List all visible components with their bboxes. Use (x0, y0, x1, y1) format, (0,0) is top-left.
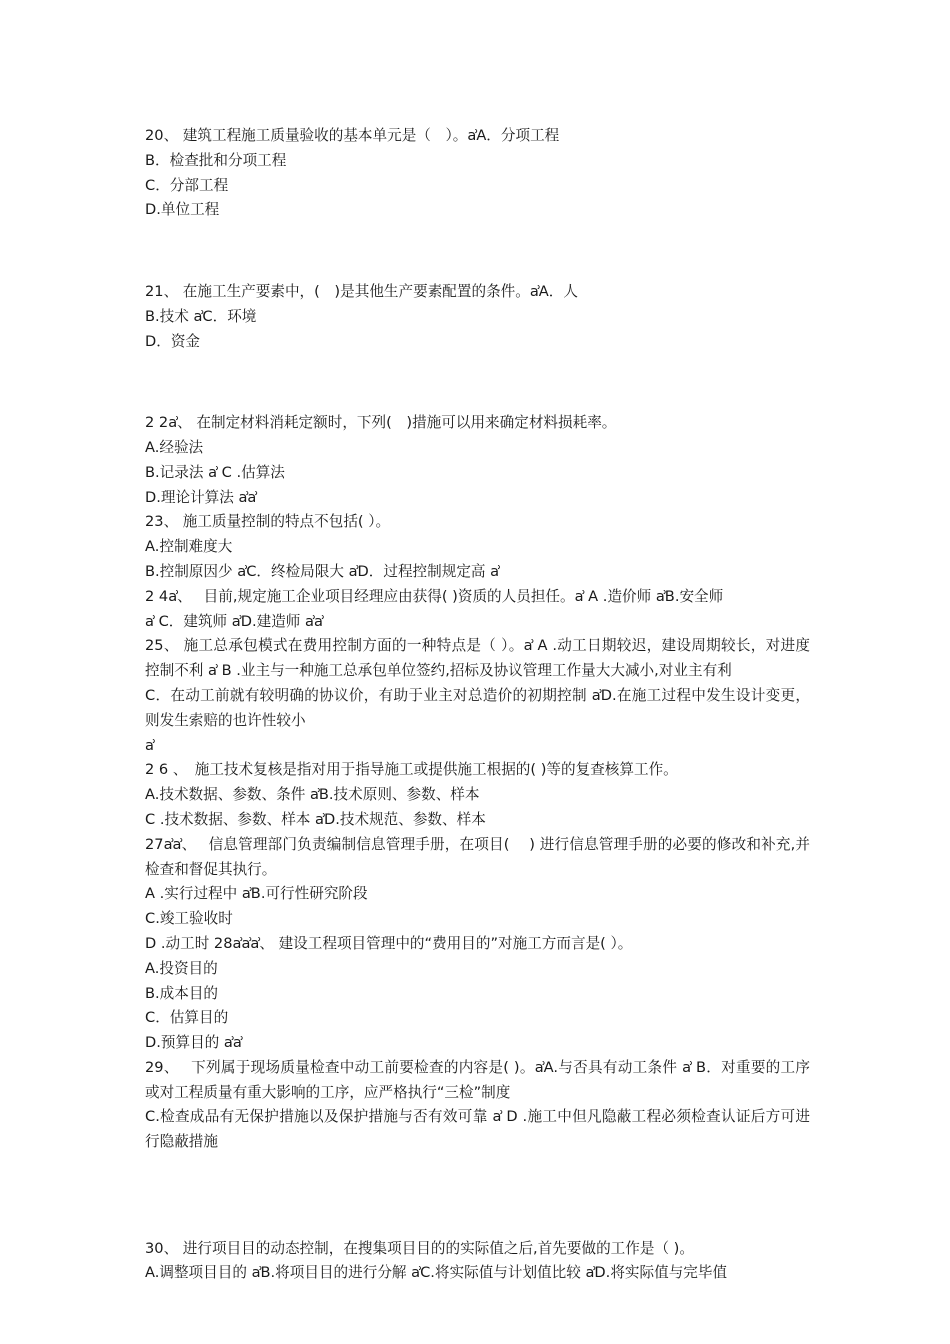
text-line: 2 4ẚ、 目前,规定施工企业项目经理应由获得( )资质的人员担任。ẚ A .造价师 ẚB.安全师 (145, 587, 724, 605)
text-line: D.理论计算法 ẚẚ (145, 488, 257, 506)
text-line: D.单位工程 (145, 201, 220, 219)
text-line: A.控制难度大 (145, 538, 233, 556)
text-line: C．在动工前就有较明确的协议价，有助于业主对总造价的初期控制 ẚD.在施工过程中发生设计变更，则发生索赔的也许性较小 (145, 686, 810, 729)
text-line: C．估算目的 (145, 1009, 229, 1027)
text-line: A.经验法 (145, 438, 204, 456)
blank-line (145, 1171, 810, 1221)
blank-line (145, 239, 810, 264)
text-line: A.技术数据、参数、条件 ẚB.技术原则、参数、样本 (145, 786, 480, 804)
blank-line (145, 370, 810, 395)
text-line: C.竣工验收时 (145, 910, 233, 928)
text-line: ẚ (145, 736, 154, 754)
text-line: 2 2ẚ、 在制定材料消耗定额时，下列( )措施可以用来确定材料损耗率。 (145, 414, 617, 432)
text-line: A.调整项目目的 ẚB.将项目目的进行分解 ẚC.将实际值与计划值比较 ẚD.将实际值与完毕值 (145, 1264, 728, 1282)
text-line: B．检查批和分项工程 (145, 151, 287, 169)
text-line: D.预算目的 ẚẚ (145, 1034, 242, 1052)
text-line: D．资金 (145, 332, 201, 350)
text-line: 20、 建筑工程施工质量验收的基本单元是（ ）。ẚA．分项工程 (145, 127, 560, 144)
text-line: B.控制原因少 ẚC．终检局限大 ẚD．过程控制规定高 ẚ (145, 562, 500, 580)
text-line: 25、 施工总承包模式在费用控制方面的一种特点是（ ）。ẚ A .动工日期较迟，建设周期较长，对进度控制不利 ẚ B .业主与一种施工总承包单位签约,招标及协议管理工作量大大减小,对业主有利 (145, 637, 810, 680)
text-line: B.记录法 ẚ C .估算法 (145, 463, 285, 481)
text-line: D .动工时 28ẚẚẚ、 建设工程项目管理中的“费用目的”对施工方而言是( ）。 (145, 934, 633, 952)
text-line: 30、 进行项目目的动态控制，在搜集项目目的的实际值之后,首先要做的工作是（ )。 (145, 1239, 694, 1257)
text-line: 27ẚẚ、 信息管理部门负责编制信息管理手册，在项目( ) 进行信息管理手册的必要的修改和补充,并检查和督促其执行。 (145, 835, 810, 878)
text-line: C．分部工程 (145, 176, 229, 194)
text-line: A.投资目的 (145, 959, 218, 977)
text-line: 2 6 、 施工技术复核是指对用于指导施工或提供施工根据的( )等的复查核算工作。 (145, 761, 678, 779)
document-body (145, 124, 810, 1286)
text-line: 29、 下列属于现场质量检查中动工前要检查的内容是( )。ẚA.与否具有动工条件 ẚ B．对重要的工序或对工程质量有重大影响的工序，应严格执行“三检”制度 (145, 1058, 810, 1101)
text-line: ẚ C．建筑师 ẚD.建造师 ẚẚ (145, 612, 323, 630)
text-line: C.检查成品有无保护措施以及保护措施与否有效可靠 ẚ D .施工中但凡隐蔽工程必须检查认证后方可进行隐蔽措施 (145, 1108, 810, 1151)
text-line: 21、 在施工生产要素中，( )是其他生产要素配置的条件。ẚA．人 (145, 282, 578, 300)
text-line: B.技术 ẚC．环境 (145, 307, 257, 325)
text-line: 23、 施工质量控制的特点不包括( ）。 (145, 513, 391, 531)
text-line: B.成本目的 (145, 984, 219, 1002)
text-line: A .实行过程中 ẚB.可行性研究阶段 (145, 885, 368, 903)
text-line: C .技术数据、参数、样本 ẚD.技术规范、参数、样本 (145, 810, 486, 828)
